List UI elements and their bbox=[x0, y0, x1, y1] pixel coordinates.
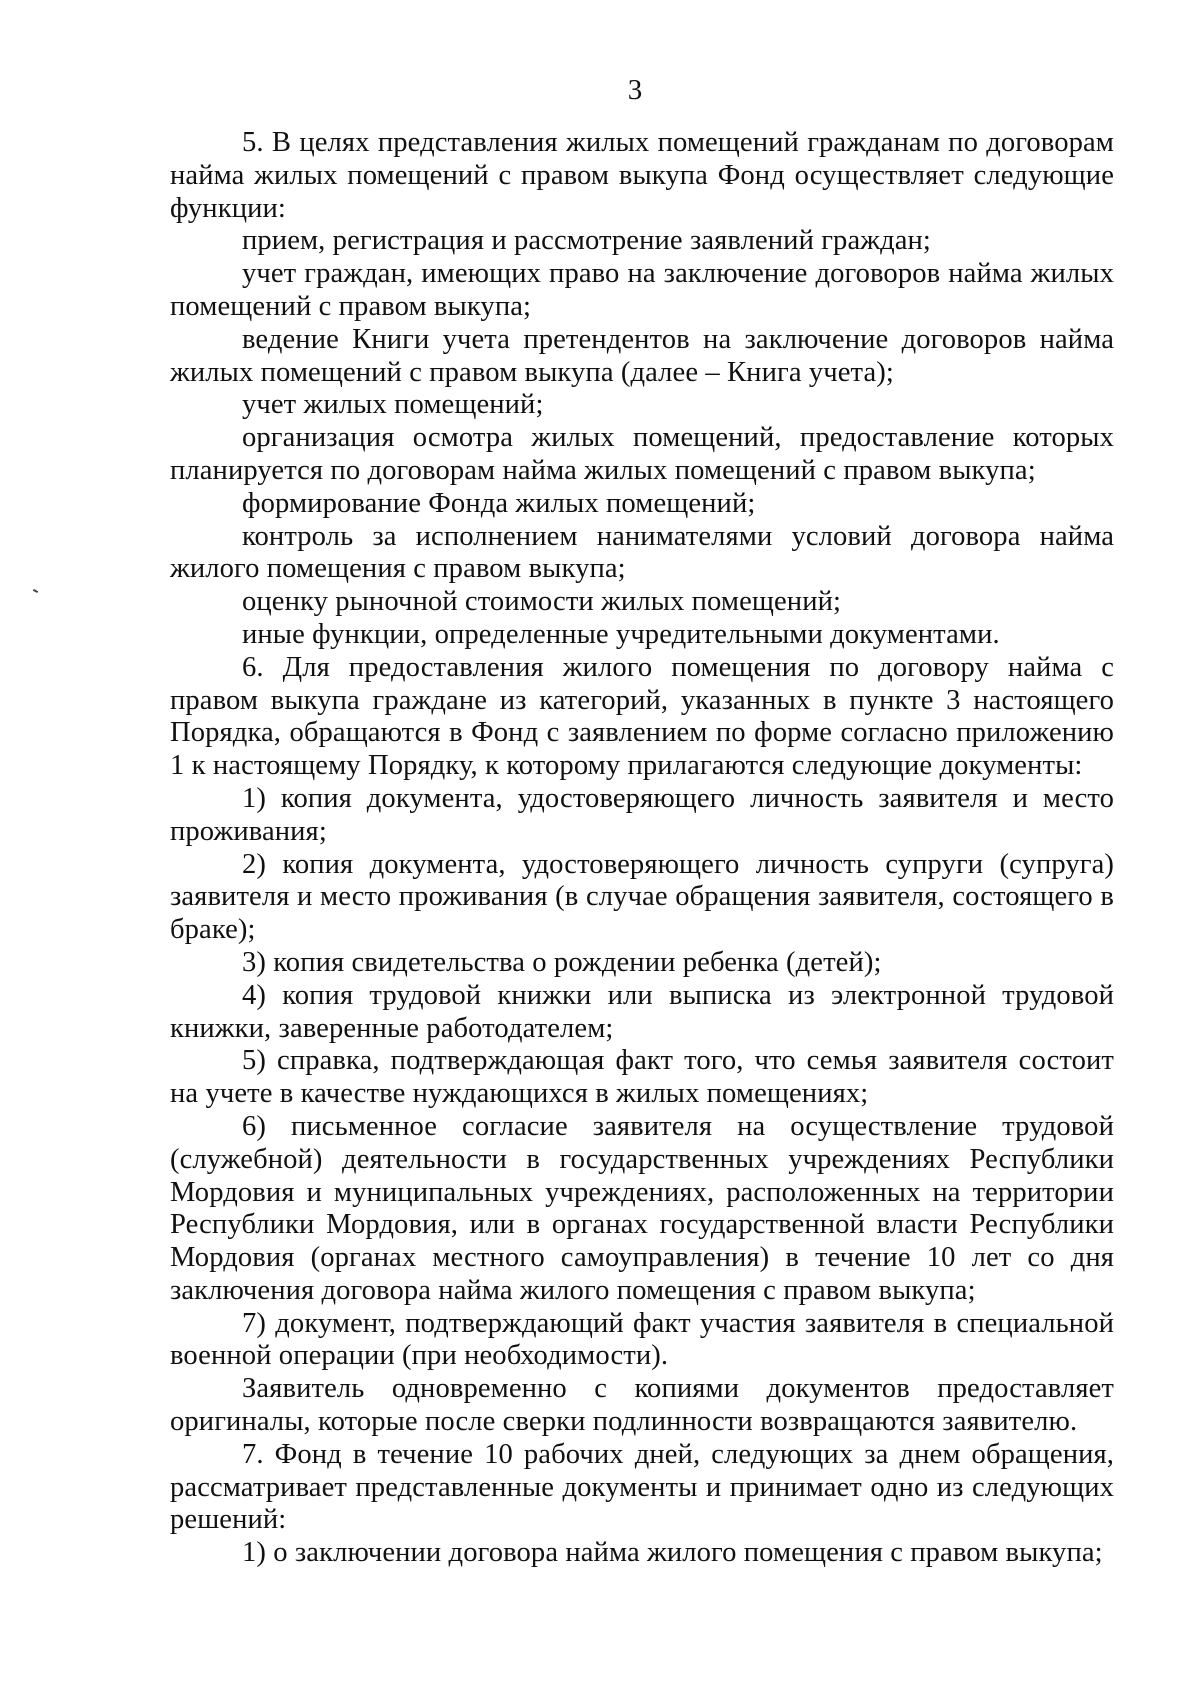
paragraph-5: 5. В целях представления жилых помещений гражданам по договорам найма жилых помещений с правом выкупа Фонд осуществляет следующие функции: bbox=[170, 127, 1114, 224]
document-item-7: 7) документ, подтверждающий факт участия заявителя в специальной военной операции (при необходимости). bbox=[170, 1307, 1114, 1372]
document-item-6: 6) письменное согласие заявителя на осуществление трудовой (служебной) деятельности в государственных учреждениях Республики Мордовия и муниципальных учреждениях, расположенных на территории Республики Мордовия, или в органах государственной власти Республики Мордовия (органах местного самоуправления) в течение 10 лет со дня заключения договора найма жилого помещения с правом выкупа; bbox=[170, 1110, 1114, 1306]
document-item-1: 1) копия документа, удостоверяющего личность заявителя и место проживания; bbox=[170, 782, 1114, 847]
document-item-5: 5) справка, подтверждающая факт того, что семья заявителя состоит на учете в качестве нуждающихся в жилых помещениях; bbox=[170, 1045, 1114, 1110]
function-item-other: иные функции, определенные учредительными документами. bbox=[242, 618, 1000, 650]
function-item-fund-formation: формирование Фонда жилых помещений; bbox=[242, 487, 756, 519]
paragraph-7: 7. Фонд в течение 10 рабочих дней, следующих за днем обращения, рассматривает представленные документы и принимает одно из следующих решений: bbox=[170, 1438, 1114, 1536]
function-item-citizen-registration: учет граждан, имеющих право на заключение договоров найма жилых помещений с правом выкупа; bbox=[170, 258, 1114, 322]
originals-note: Заявитель одновременно с копиями документов предоставляет оригиналы, которые после сверки подлинности возвращаются заявителю. bbox=[170, 1373, 1114, 1438]
document-body bbox=[170, 127, 1114, 1570]
document-item-4: 4) копия трудовой книжки или выписка из электронной трудовой книжки, заверенные работодателем; bbox=[170, 979, 1114, 1044]
function-item-inspection: организация осмотра жилых помещений, предоставление которых планируется по договорам найма жилых помещений с правом выкупа; bbox=[170, 422, 1114, 486]
scan-speck bbox=[33, 589, 38, 593]
document-item-2: 2) копия документа, удостоверяющего личность супруги (супруга) заявителя и место проживания (в случае обращения заявителя, состоящего в браке); bbox=[170, 848, 1114, 946]
decision-item-1: 1) о заключении договора найма жилого помещения с правом выкупа; bbox=[242, 1537, 1103, 1569]
paragraph-6: 6. Для предоставления жилого помещения по договору найма с правом выкупа граждане из категорий, указанных в пункте 3 настоящего Порядка, обращаются в Фонд с заявлением по форме согласно приложению 1 к настоящему Порядку, к которому прилагаются следующие документы: bbox=[170, 651, 1114, 782]
function-item-valuation: оценку рыночной стоимости жилых помещений; bbox=[242, 586, 842, 618]
function-item-control: контроль за исполнением нанимателями условий договора найма жилого помещения с правом выкупа; bbox=[170, 520, 1114, 585]
function-item-reception: прием, регистрация и рассмотрение заявлений граждан; bbox=[242, 225, 931, 257]
function-item-housing-registration: учет жилых помещений; bbox=[242, 389, 544, 421]
document-item-3: 3) копия свидетельства о рождении ребенка (детей); bbox=[242, 946, 882, 978]
page-number: 3 bbox=[627, 74, 643, 106]
function-item-register-book: ведение Книги учета претендентов на заключение договоров найма жилых помещений с правом выкупа (далее – Книга учета); bbox=[170, 323, 1114, 388]
